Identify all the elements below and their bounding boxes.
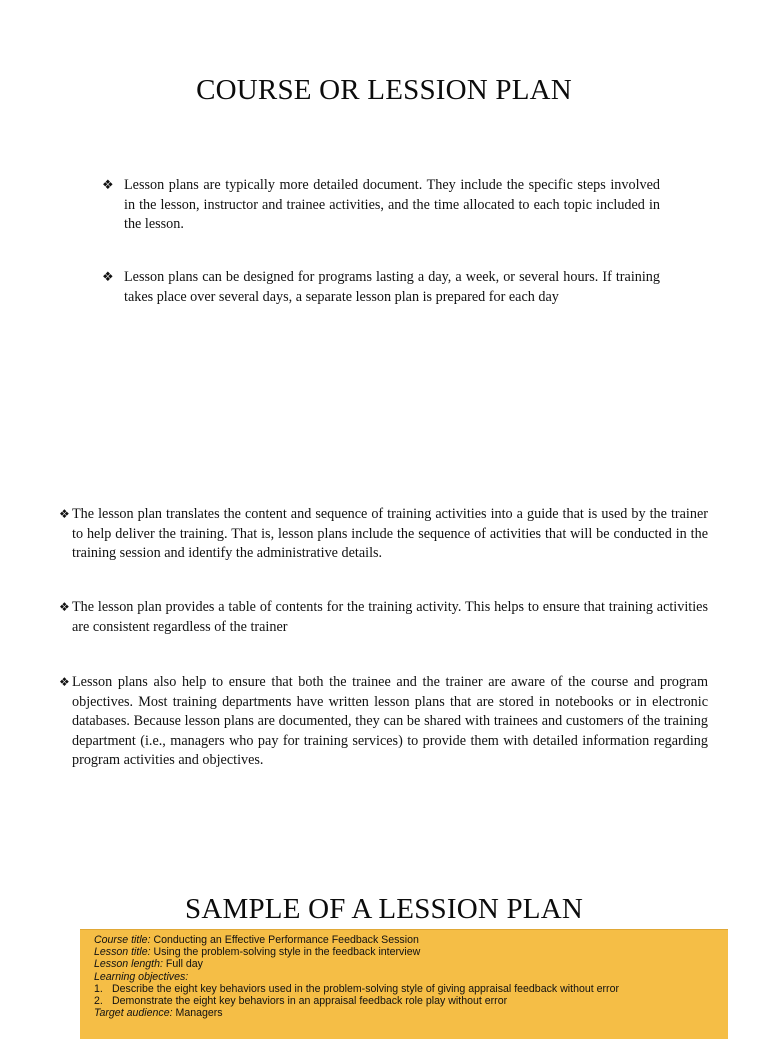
objective-item [94, 995, 714, 1007]
lesson-length-row [94, 958, 714, 970]
section-title: SAMPLE OF A LESSION PLAN [185, 893, 583, 925]
bullet-item [102, 176, 660, 235]
objective-text: Describe the eight key behaviors used in the problem-solving style of giving appraisal feedback without error [112, 982, 620, 995]
objective-item [94, 983, 714, 995]
page-title: COURSE OR LESSION PLAN [196, 74, 572, 106]
diamond-bullet-icon: ❖ [102, 178, 114, 193]
objective-text: Demonstrate the eight key behaviors in an appraisal feedback role play without error [112, 995, 508, 1008]
objective-number: 2. [94, 995, 103, 1008]
bullet-item [59, 598, 708, 637]
bullet-item [102, 268, 660, 307]
bullet-text: Lesson plans are typically more detailed document. They include the specific steps involved in the lesson, instructor and trainee activities, and the time allocated to each topic included in the lesson. [124, 177, 660, 232]
sample-lesson-plan-box [80, 929, 728, 1039]
target-audience-value: Managers [175, 1007, 223, 1020]
bullet-text: The lesson plan provides a table of contents for the training activity. This helps to ensure that training activities are consistent regardless of the trainer [72, 599, 708, 635]
learning-objectives-label: Learning objectives: [94, 970, 189, 983]
lesson-length-value: Full day [165, 958, 203, 971]
learning-objectives-row [94, 971, 714, 983]
bullet-item [59, 673, 708, 771]
course-title-row [94, 934, 714, 946]
lesson-title-label: Lesson title: [94, 946, 151, 959]
diamond-bullet-icon: ❖ [59, 600, 70, 614]
bullet-text: Lesson plans can be designed for programs lasting a day, a week, or several hours. If training takes place over several days, a separate lesson plan is prepared for each day [124, 269, 660, 305]
diamond-bullet-icon: ❖ [102, 270, 114, 285]
diamond-bullet-icon: ❖ [59, 675, 70, 689]
bullet-text: The lesson plan translates the content and sequence of training activities into a guide that is used by the trainer to help deliver the training. That is, lesson plans include the sequence of activities that will be conducted in the training session and identify the administrative details. [72, 506, 708, 561]
course-title-label: Course title: [94, 934, 151, 946]
target-audience-row [94, 1007, 714, 1019]
course-title-value: Conducting an Effective Performance Feedback Session [153, 934, 419, 946]
bullet-item [59, 505, 708, 564]
lesson-length-label: Lesson length: [94, 958, 163, 971]
diamond-bullet-icon: ❖ [59, 507, 70, 521]
objective-number: 1. [94, 982, 103, 995]
lesson-title-row [94, 946, 714, 958]
target-audience-label: Target audience: [94, 1007, 173, 1020]
bullet-text: Lesson plans also help to ensure that both the trainee and the trainer are aware of the course and program objectives. Most training departments have written lesson plans that are stored in notebooks or in electronic databases. Because lesson plans are documented, they can be shared with trainees and customers of the training department (i.e., managers who pay for training services) to provide them with detailed information regarding program activities and objectives. [72, 674, 708, 768]
lesson-title-value: Using the problem-solving style in the feedback interview [153, 946, 421, 959]
